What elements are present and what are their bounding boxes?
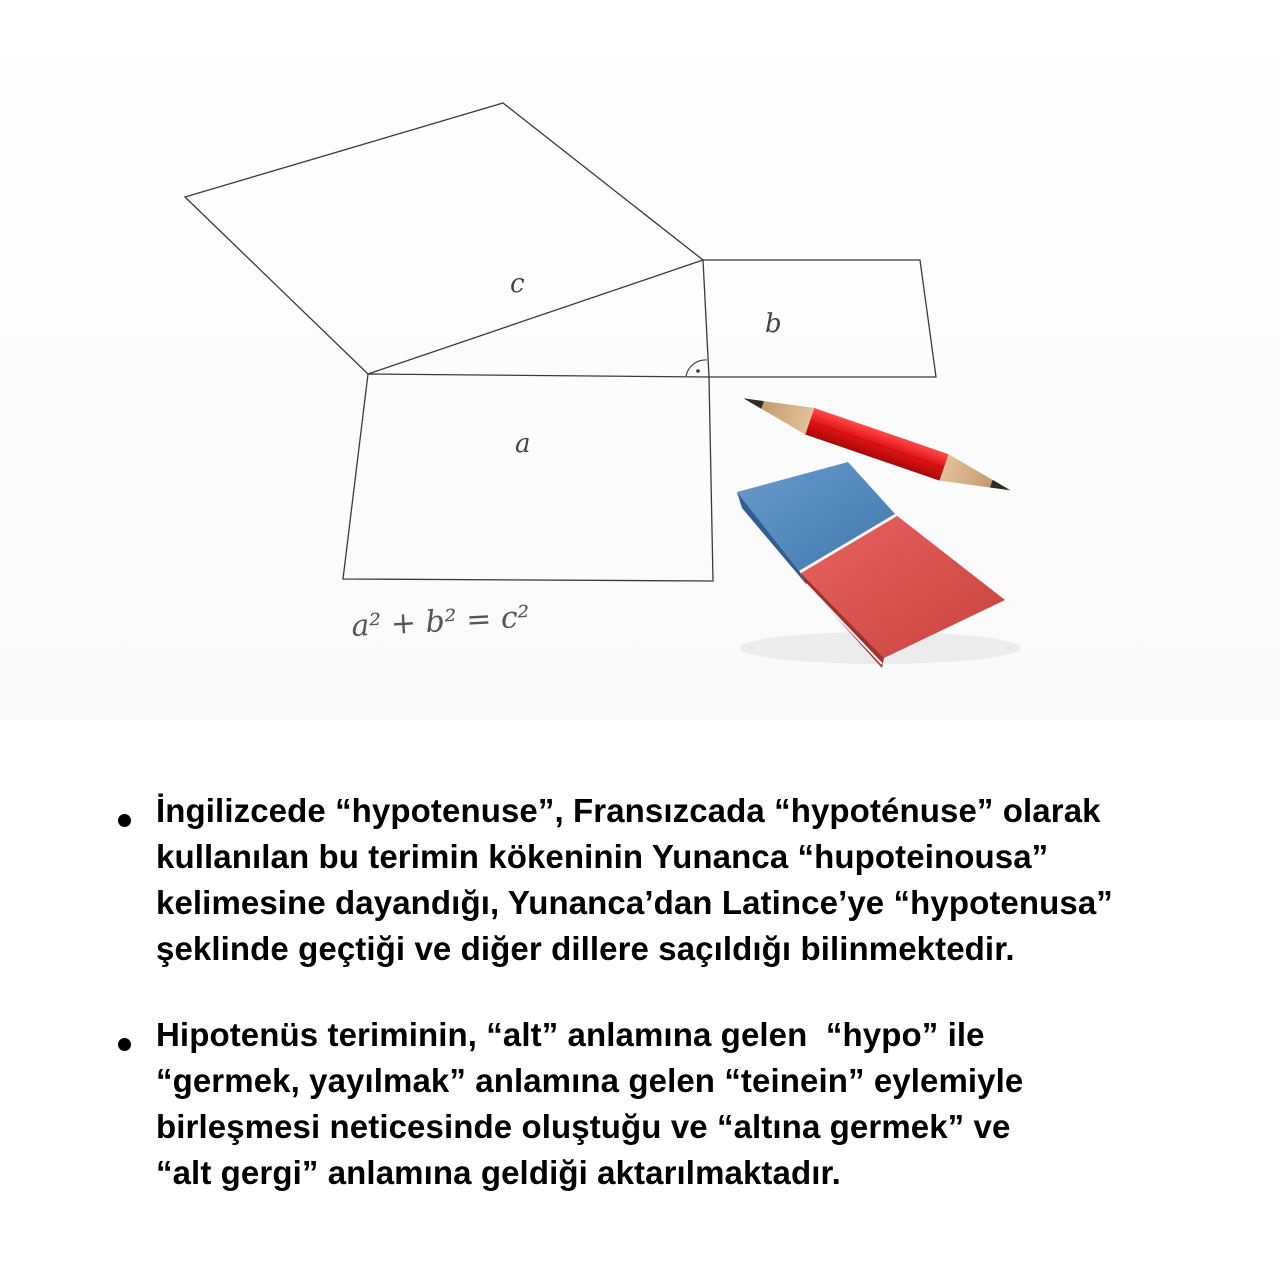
bullet-item-etymology-languages: [112, 788, 1202, 972]
bullet-2-line-1: Hipotenüs teriminin, “alt” anlamına gelen “hypo” ile: [156, 1016, 985, 1053]
label-c: c: [510, 269, 525, 299]
bullet-2-line-3: birleşmesi neticesinde oluştuğu ve “altına germek” ve: [156, 1108, 1011, 1145]
label-a: a: [515, 429, 531, 459]
bullet-item-word-meaning: [112, 1012, 1202, 1196]
right-angle-dot: [696, 369, 700, 373]
bullet-1-line-2: kullanılan bu terimin kökeninin Yunanca “hupoteinousa”: [156, 838, 1049, 875]
bullet-2-line-2: “germek, yayılmak” anlamına gelen “teinein” eylemiyle: [156, 1062, 1024, 1099]
bullet-1-line-1: İngilizcede “hypotenuse”, Fransızcada “hypoténuse” olarak: [156, 792, 1101, 829]
bullet-dot: [118, 814, 131, 827]
bullet-2-line-4: “alt gergi” anlamına geldiği aktarılmaktadır.: [156, 1154, 841, 1191]
label-b: b: [765, 309, 782, 339]
pythagorean-formula: a² + b² = c²: [350, 599, 531, 644]
bullet-1-line-3: kelimesine dayandığı, Yunanca’dan Latince’ye “hypotenusa”: [156, 884, 1113, 921]
bullet-1-line-4: şeklinde geçtiği ve diğer dillere saçıldığı bilinmektedir.: [156, 930, 1015, 967]
bullet-dot: [118, 1038, 131, 1051]
bullet-list: [112, 788, 1202, 1236]
